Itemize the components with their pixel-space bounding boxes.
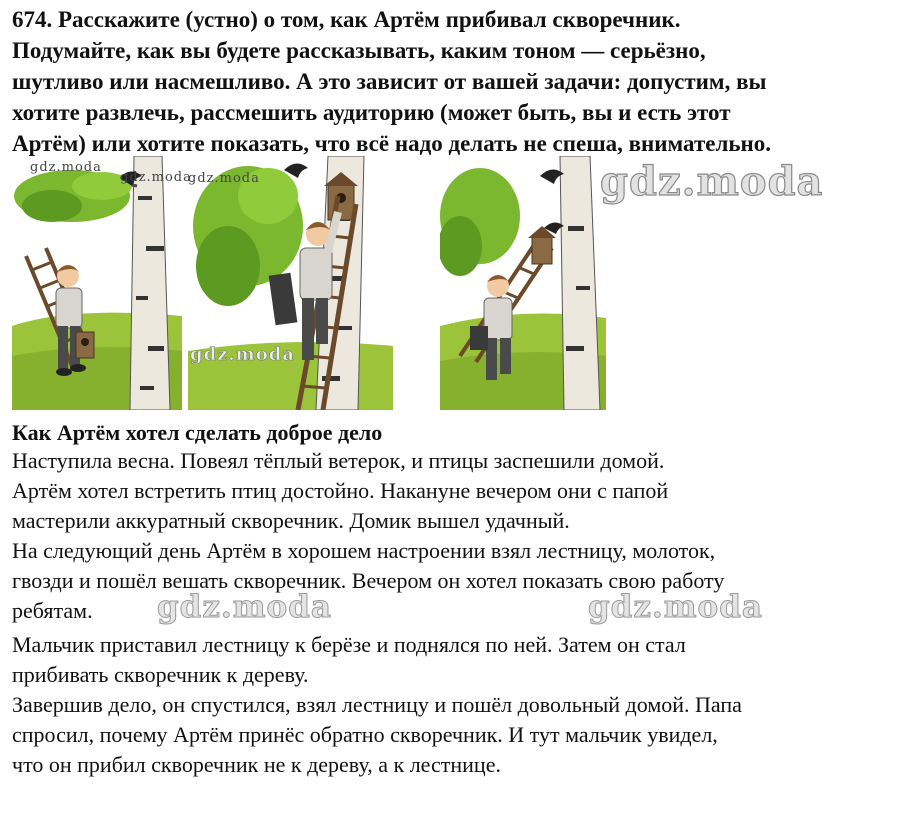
story-line: Завершив дело, он спустился, взял лестницу и пошёл довольный домой. Папа (12, 692, 742, 717)
task-line: Подумайте, как вы будете рассказывать, каким тоном — серьёзно, (12, 38, 706, 63)
story-line: Мальчик приставил лестницу к берёзе и поднялся по ней. Затем он стал (12, 632, 686, 657)
watermark: gdz.moda (190, 344, 295, 365)
illustration-boy-carrying-ladder (12, 156, 182, 410)
illustration-boy-walking-home (440, 156, 606, 410)
story-line: Артём хотел встретить птиц достойно. Накануне вечером они с папой (12, 478, 669, 503)
story-title: Как Артём хотел сделать доброе дело (12, 420, 383, 445)
task-line: Артём) или хотите показать, что всё надо делать не спеша, внимательно. (12, 131, 772, 156)
task-line: 674. Расскажите (устно) о том, как Артём прибивал скворечник. (12, 7, 681, 32)
story-line: мастерили аккуратный скворечник. Домик вышел удачный. (12, 508, 570, 533)
watermark: gdz.moda (30, 160, 102, 175)
watermark: gdz.moda (188, 171, 260, 186)
watermark: gdz.moda (157, 589, 332, 625)
task-line: шутливо или насмешливо. А это зависит от вашей задачи: допустим, вы (12, 69, 767, 94)
task-line: хотите развлечь, рассмешить аудиторию (может быть, вы и есть этот (12, 100, 731, 125)
story-line: На следующий день Артём в хорошем настроении взял лестницу, молоток, (12, 538, 716, 563)
watermark: gdz.moda (120, 170, 192, 185)
watermark: gdz.moda (588, 589, 763, 625)
story-line: гвозди и пошёл вешать скворечник. Вечером он хотел показать свою работу (12, 568, 725, 593)
story-line: прибивать скворечник к дереву. (12, 662, 309, 687)
watermark: gdz.moda (600, 158, 824, 205)
story-block (12, 420, 917, 780)
story-line: ребятам. (12, 598, 93, 623)
story-line: Наступила весна. Повеял тёплый ветерок, и птицы заспешили домой. (12, 448, 665, 473)
story-line: спросил, почему Артём принёс обратно скворечник. И тут мальчик увидел, (12, 722, 718, 747)
task-block (12, 4, 912, 159)
illustration-boy-on-ladder (188, 156, 393, 410)
story-line: что он прибил скворечник не к дереву, а к лестнице. (12, 752, 501, 777)
